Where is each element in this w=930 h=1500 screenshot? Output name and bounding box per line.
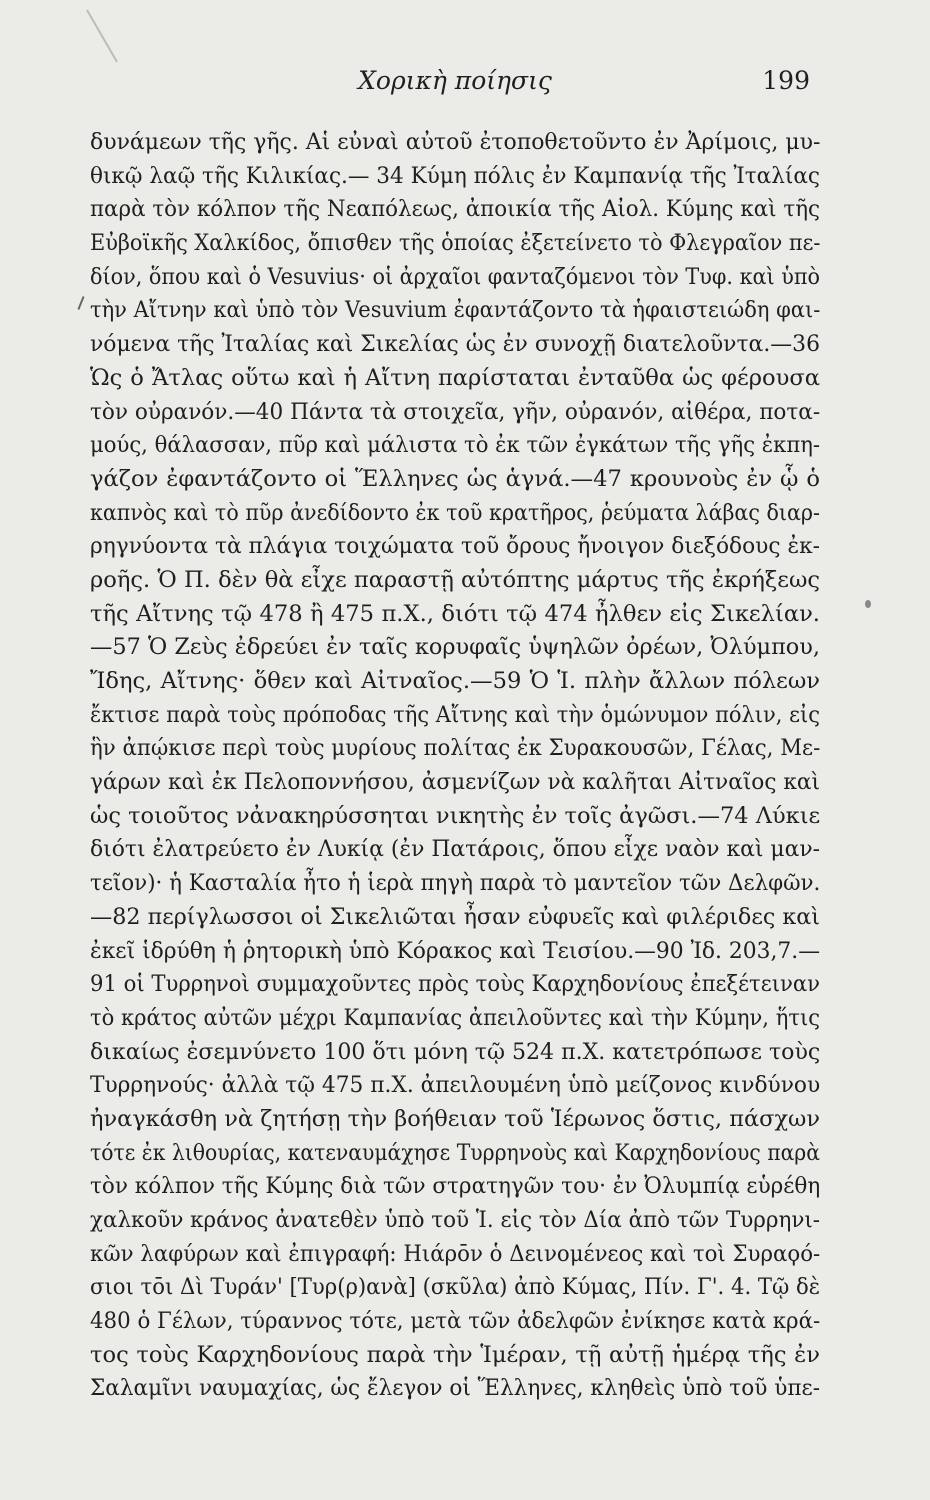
- text-line: τος τοὺς Καρχηδονίους παρὰ τὴν Ἱμέραν, τῇ αὐτῇ ἡμέρᾳ τῆς ἐν: [90, 1341, 820, 1368]
- text-line: —57 Ὁ Ζεὺς ἐδρεύει ἐν ταῖς κορυφαῖς ὑψηλῶν ὀρέων, Ὀλύμπου,: [90, 634, 820, 661]
- text-line: δικαίως ἐσεμνύνετο 100 ὅτι μόνη τῷ 524 π.Χ. κατετρόπωσε τοὺς: [90, 1038, 821, 1065]
- text-line: γάζον ἐφαντάζοντο οἱ Ἕλληνες ὡς ἁγνά.—47 κρουνοὺς ἐν ᾧ ὁ: [90, 465, 820, 492]
- text-line: δίον, ὅπου καὶ ὁ Vesuvius· οἱ ἀρχαῖοι φανταζόμενοι τὸν Τυφ. καὶ ὑπὸ: [90, 263, 821, 290]
- text-line: Ἴδης, Αἴτνης· ὅθεν καὶ Αἰτναῖος.—59 Ὁ Ἱ. πλὴν ἄλλων πόλεων: [90, 668, 820, 694]
- text-line: νόμενα τῆς Ἰταλίας καὶ Σικελίας ὡς ἐν συνοχῇ διατελοῦντα.—36: [90, 331, 820, 358]
- text-line: 480 ὁ Γέλων, τύραννος τότε, μετὰ τῶν ἀδελφῶν ἐνίκησε κατὰ κρά-: [90, 1308, 821, 1335]
- scan-artifact: [86, 10, 118, 63]
- text-line: μούς, θάλασσαν, πῦρ καὶ μάλιστα τὸ ἐκ τῶν ἐγκάτων τῆς γῆς ἐκπη-: [90, 432, 821, 459]
- text-line: Σαλαμῖνι ναυμαχίας, ὡς ἔλεγον οἱ Ἕλληνες, κληθεὶς ὑπὸ τοῦ ὑπε-: [90, 1375, 820, 1402]
- text-line: ρηγνύοντα τὰ πλάγια τοιχώματα τοῦ ὄρους ἤνοιγον διεξόδους ἐκ-: [90, 533, 820, 560]
- commentary-text: [90, 126, 820, 1406]
- page-number: 199: [762, 66, 810, 95]
- text-line: ροῆς. Ὁ Π. δὲν θὰ εἶχε παραστῇ αὐτόπτης μάρτυς τῆς ἐκρήξεως: [90, 566, 820, 593]
- text-line: κῶν λαφύρων καὶ ἐπιγραφή: Hιάρōν ὁ Δεινομένεος καὶ τοὶ Συραϙό-: [90, 1240, 821, 1267]
- text-line: 91 οἱ Τυρρηνοὶ συμμαχοῦντες πρὸς τοὺς Καρχηδονίους ἐπεξέτειναν: [90, 971, 820, 998]
- text-line: τὸν κόλπον τῆς Κύμης διὰ τῶν στρατηγῶν του· ἐν Ὀλυμπίᾳ εὑρέθη: [90, 1173, 821, 1200]
- text-line: ἣν ἀπῴκισε περὶ τοὺς μυρίους πολίτας ἐκ Συρακουσῶν, Γέλας, Με-: [90, 735, 821, 762]
- text-line: γάρων καὶ ἐκ Πελοποννήσου, ἀσμενίζων νὰ καλῆται Αἰτναῖος καὶ: [90, 769, 820, 796]
- text-line: χαλκοῦν κράνος ἀνατεθὲν ὑπὸ τοῦ Ἱ. εἰς τὸν Δία ἀπὸ τῶν Τυρρηνι-: [90, 1207, 820, 1233]
- text-line: —82 περίγλωσσοι οἱ Σικελιῶται ἦσαν εὐφυεῖς καὶ φιλέριδες καὶ: [90, 903, 820, 930]
- text-line: θικῷ λαῷ τῆς Κιλικίας.— 34 Κύμη πόλις ἐν Καμπανίᾳ τῆς Ἰταλίας: [90, 162, 820, 189]
- text-line: τὸ κράτος αὐτῶν μέχρι Καμπανίας ἀπειλοῦντες καὶ τὴν Κύμην, ἥτις: [90, 1004, 820, 1031]
- text-line: τῆς Αἴτνης τῷ 478 ἢ 475 π.Χ., διότι τῷ 474 ἦλθεν εἰς Σικελίαν.: [90, 600, 820, 627]
- text-line: διότι ἐλατρεύετο ἐν Λυκίᾳ (ἐν Πατάροις, ὅπου εἶχε ναὸν καὶ μαν-: [90, 836, 820, 863]
- running-head: [90, 60, 820, 104]
- ink-spot: [865, 600, 871, 608]
- text-line: Ὡς ὁ Ἄτλας οὕτω καὶ ἡ Αἴτνη παρίσταται ἐνταῦθα ὡς φέρουσα: [90, 364, 820, 391]
- text-line: ἐκεῖ ἱδρύθη ἡ ῥητορικὴ ὑπὸ Κόρακος καὶ Τεισίου.—90 Ἰδ. 203,7.—: [90, 937, 820, 964]
- text-line: Τυρρηνούς· ἀλλὰ τῷ 475 π.Χ. ἀπειλουμένη ὑπὸ μείζονος κινδύνου: [90, 1072, 821, 1099]
- text-line: τότε ἐκ λιθουρίας, κατεναυμάχησε Τυρρηνοὺς καὶ Καρχηδονίους παρὰ: [90, 1139, 820, 1166]
- text-line: ἔκτισε παρὰ τοὺς πρόποδας τῆς Αἴτνης καὶ τὴν ὁμώνυμον πόλιν, εἰς: [90, 701, 820, 728]
- text-line: σιοι τōι Δὶ Τυράν' [Τυρ(ρ)ανὰ] (σκῦλα) ἀπὸ Κύμας, Πίν. Γ'. 4. Τῷ δὲ: [90, 1274, 821, 1301]
- text-line: καπνὸς καὶ τὸ πῦρ ἀνεδίδοντο ἐκ τοῦ κρατῆρος, ῥεύματα λάβας διαρ-: [90, 499, 820, 526]
- text-line: τὴν Αἴτνην καὶ ὑπὸ τὸν Vesuvium ἐφαντάζοντο τὰ ἡφαιστειώδη φαι-: [90, 297, 821, 324]
- text-line: δυνάμεων τῆς γῆς. Αἱ εὐναὶ αὐτοῦ ἐτοποθετοῦντο ἐν Ἀρίμοις, μυ-: [90, 129, 821, 155]
- text-line: Εὐβοϊκῆς Χαλκίδος, ὄπισθεν τῆς ὁποίας ἐξετείνετο τὸ Φλεγραῖον πε-: [90, 230, 821, 257]
- text-line: ὡς τοιοῦτος νἀνακηρύσσηται νικητὴς ἐν τοῖς ἀγῶσι.—74 Λύκιε: [90, 802, 821, 829]
- text-line: ἠναγκάσθη νὰ ζητήσῃ τὴν βοήθειαν τοῦ Ἱέρωνος ὅστις, πάσχων: [90, 1105, 820, 1132]
- text-line: παρὰ τὸν κόλπον τῆς Νεαπόλεως, ἀποικία τῆς Αἰολ. Κύμης καὶ τῆς: [90, 196, 820, 223]
- text-line: τὸν οὐρανόν.—40 Πάντα τὰ στοιχεῖα, γῆν, οὐρανόν, αἰθέρα, ποτα-: [90, 398, 821, 425]
- margin-mark: [77, 296, 84, 310]
- chapter-title: Χορικὴ ποίησις: [358, 66, 552, 95]
- text-line: τεῖον)· ἡ Κασταλία ἦτο ἡ ἱερὰ πηγὴ παρὰ τὸ μαντεῖον τῶν Δελφῶν.: [90, 870, 821, 897]
